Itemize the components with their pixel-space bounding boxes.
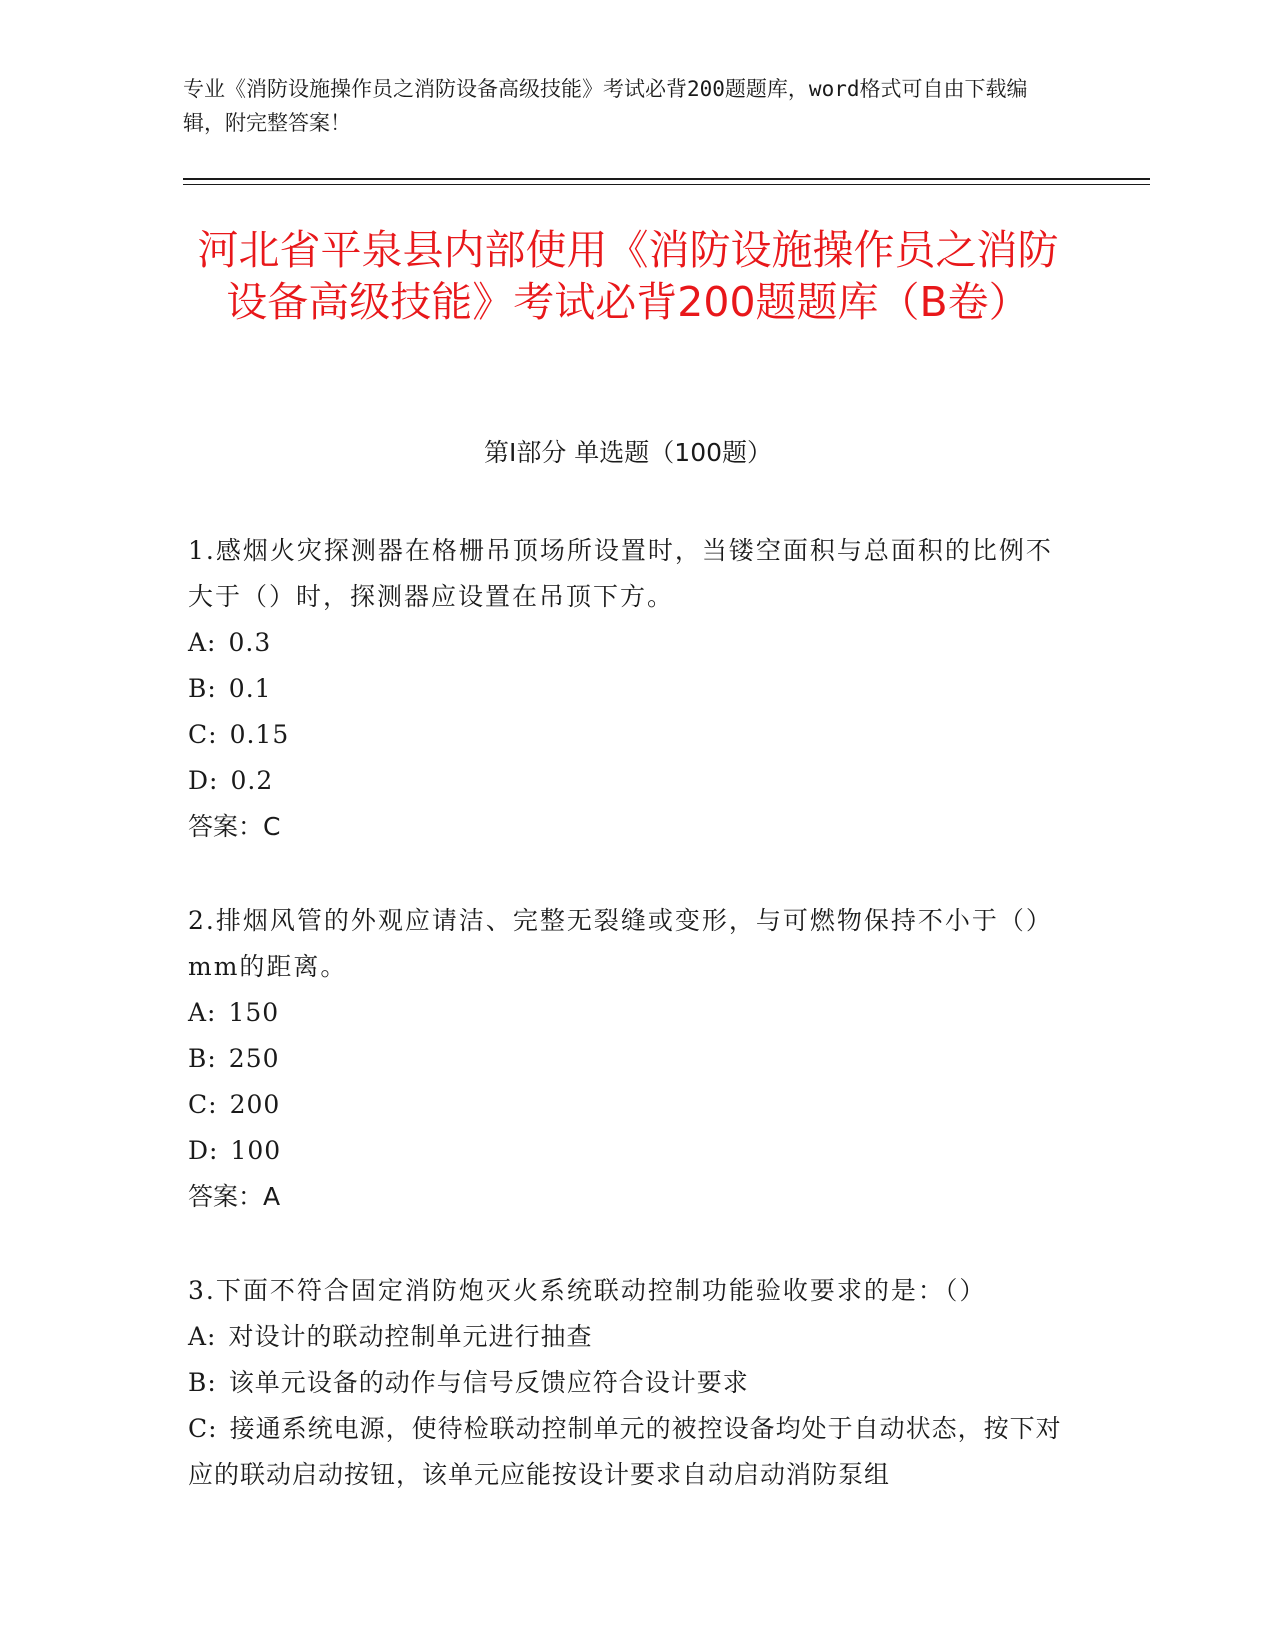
document-title: 河北省平泉县内部使用《消防设施操作员之消防设备高级技能》考试必背200题题库（B卷）	[197, 226, 1059, 326]
option-b	[188, 1036, 1068, 1082]
option-key: A:	[188, 628, 217, 657]
header-rule-thin	[183, 184, 1150, 185]
question-3	[188, 1268, 1068, 1498]
option-text: 0.1	[228, 674, 272, 703]
option-key: B:	[188, 1368, 217, 1397]
option-d	[188, 758, 1068, 804]
option-key: B:	[188, 1044, 217, 1073]
header-note: 专业《消防设施操作员之消防设备高级技能》考试必背200题题库，word格式可自由下载编辑，附完整答案！	[183, 77, 1028, 135]
question-1	[188, 528, 1068, 850]
option-key: D:	[188, 766, 219, 795]
header-rule-thick	[183, 178, 1150, 180]
answer-line: 答案：A	[188, 1182, 281, 1211]
option-b	[188, 1360, 1068, 1406]
option-a	[188, 620, 1068, 666]
option-a	[188, 990, 1068, 1036]
option-text: 0.15	[229, 720, 290, 749]
question-stem: 2.排烟风管的外观应请洁、完整无裂缝或变形，与可燃物保持不小于（）mm的距离。	[188, 906, 1053, 981]
option-key: C:	[188, 1414, 218, 1443]
option-d	[188, 1128, 1068, 1174]
option-text: 0.2	[230, 766, 274, 795]
option-key: D:	[188, 1136, 219, 1165]
option-key: A:	[188, 998, 217, 1027]
question-list	[188, 528, 1068, 1546]
option-c	[188, 1406, 1068, 1498]
option-text: 200	[229, 1090, 281, 1119]
section-heading: 第Ⅰ部分 单选题（100题）	[483, 438, 773, 467]
answer-line: 答案：C	[188, 812, 281, 841]
question-stem: 1.感烟火灾探测器在格栅吊顶场所设置时，当镂空面积与总面积的比例不大于（）时，探测器应设置在吊顶下方。	[188, 536, 1053, 611]
option-c	[188, 1082, 1068, 1128]
option-text: 0.3	[228, 628, 272, 657]
option-key: C:	[188, 1090, 218, 1119]
option-text: 150	[228, 998, 280, 1027]
option-text: 250	[228, 1044, 280, 1073]
question-2	[188, 898, 1068, 1220]
option-key: A:	[188, 1322, 217, 1351]
option-text: 接通系统电源，使待检联动控制单元的被控设备均处于自动状态，按下对应的联动启动按钮，该单元应能按设计要求自动启动消防泵组	[188, 1414, 1062, 1489]
option-key: B:	[188, 674, 217, 703]
option-b	[188, 666, 1068, 712]
option-text: 该单元设备的动作与信号反馈应符合设计要求	[228, 1368, 749, 1397]
question-stem: 3.下面不符合固定消防炮灭火系统联动控制功能验收要求的是：（）	[188, 1276, 987, 1305]
option-text: 100	[230, 1136, 282, 1165]
option-a	[188, 1314, 1068, 1360]
option-text: 对设计的联动控制单元进行抽查	[228, 1322, 593, 1351]
option-c	[188, 712, 1068, 758]
option-key: C:	[188, 720, 218, 749]
